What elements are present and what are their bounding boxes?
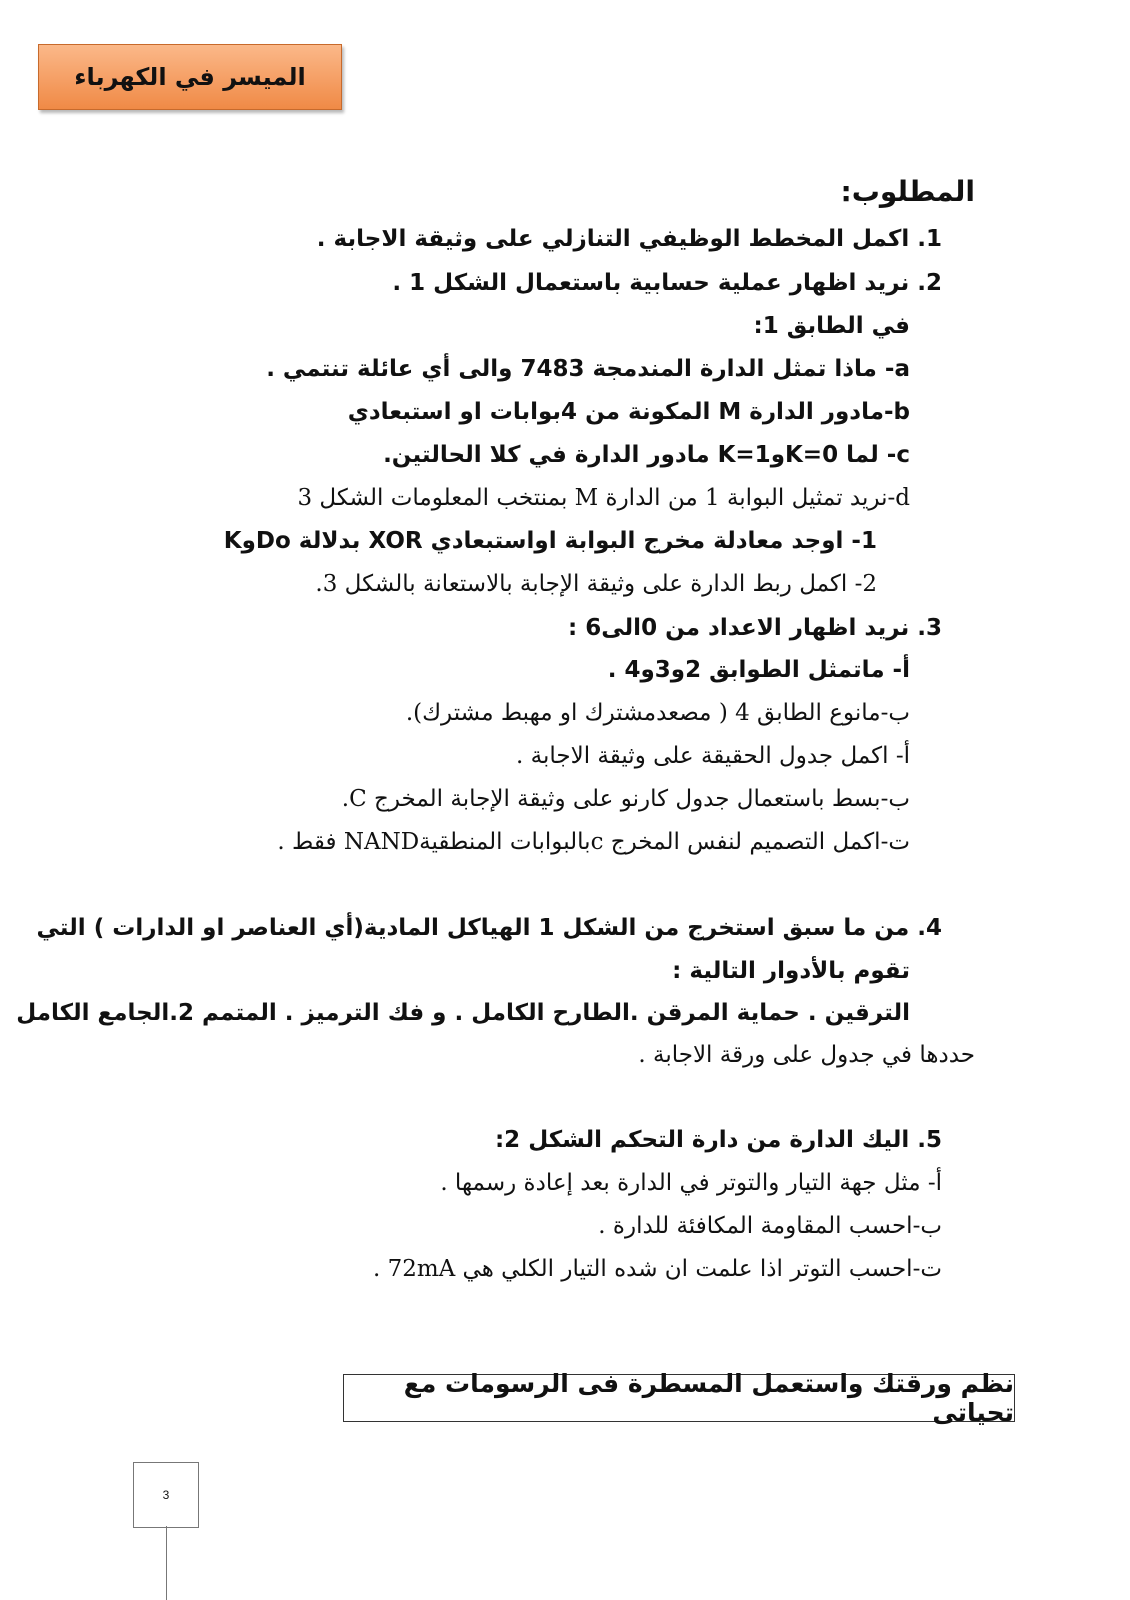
question-4: 4. من ما سبق استخرج من الشكل 1 الهياكل المادية(أي العناصر او الدارات ) التي (36, 915, 942, 941)
section-heading: المطلوب: (840, 175, 975, 208)
question-5-t: ت-احسب التوتر اذا علمت ان شده التيار الكلي هي 72mA . (372, 1256, 942, 1282)
question-3-b2: ب-بسط باستعمال جدول كارنو على وثيقة الإجابة المخرج C. (341, 786, 910, 812)
question-2-stage-1: في الطابق 1: (753, 313, 910, 339)
question-4-roles: الترقين . حماية المرقن .الطارح الكامل . و فك الترميز . المتمم 2.الجامع الكامل (16, 1000, 910, 1026)
question-5: 5. اليك الدارة من دارة التحكم الشكل 2: (494, 1127, 942, 1153)
footer-note-box (343, 1369, 1015, 1427)
page-number: 3 (162, 1488, 170, 1502)
question-3: 3. نريد اظهار الاعداد من 0الى6 : (568, 615, 942, 641)
question-2-d-2: 2- اكمل ربط الدارة على وثيقة الإجابة بالاستعانة بالشكل 3. (315, 571, 877, 597)
question-5-a: أ- مثل جهة التيار والتوتر في الدارة بعد إعادة رسمها . (440, 1170, 942, 1196)
question-4-instruction: حددها في جدول على ورقة الاجابة . (638, 1042, 975, 1068)
question-4-cont: تقوم بالأدوار التالية : (672, 958, 910, 984)
question-3-a: أ- ماتمثل الطوابق 2و3و4 . (607, 657, 910, 683)
question-2: 2. نريد اظهار عملية حسابية باستعمال الشكل 1 . (392, 270, 942, 296)
header-title-box (38, 44, 342, 110)
header-title: الميسر في الكهرباء (74, 63, 306, 91)
footer-note: نظم ورقتك واستعمل المسطرة فى الرسومات مع تحياتى (403, 1369, 1014, 1427)
page-number-box (133, 1462, 199, 1528)
question-2-d: d-نريد تمثيل البوابة 1 من الدارة M بمنتخب المعلومات الشكل 3 (297, 485, 910, 511)
question-3-a2: أ- اكمل جدول الحقيقة على وثيقة الاجابة . (516, 743, 910, 769)
question-2-d-1: 1- اوجد معادلة مخرج البوابة اواستبعادي XOR بدلالة DoوK (223, 528, 877, 554)
question-1: 1. اكمل المخطط الوظيفي التنازلي على وثيقة الاجابة . (316, 226, 942, 252)
question-2-c: c- لما K=0وK=1 مادور الدارة في كلا الحالتين. (383, 442, 910, 468)
question-5-b: ب-احسب المقاومة المكافئة للدارة . (598, 1213, 942, 1239)
question-2-a: a- ماذا تمثل الدارة المندمجة 7483 والى أي عائلة تنتمي . (266, 356, 910, 382)
question-3-t: ت-اكمل التصميم لنفس المخرج cبالبوابات المنطقيةNAND فقط . (277, 829, 910, 855)
question-3-b: ب-مانوع الطابق 4 ( مصعدمشترك او مهبط مشترك). (405, 700, 910, 726)
page-number-stem (166, 1526, 167, 1600)
question-2-b: b-مادور الدارة M المكونة من 4بوابات او استبعادي (347, 399, 910, 425)
